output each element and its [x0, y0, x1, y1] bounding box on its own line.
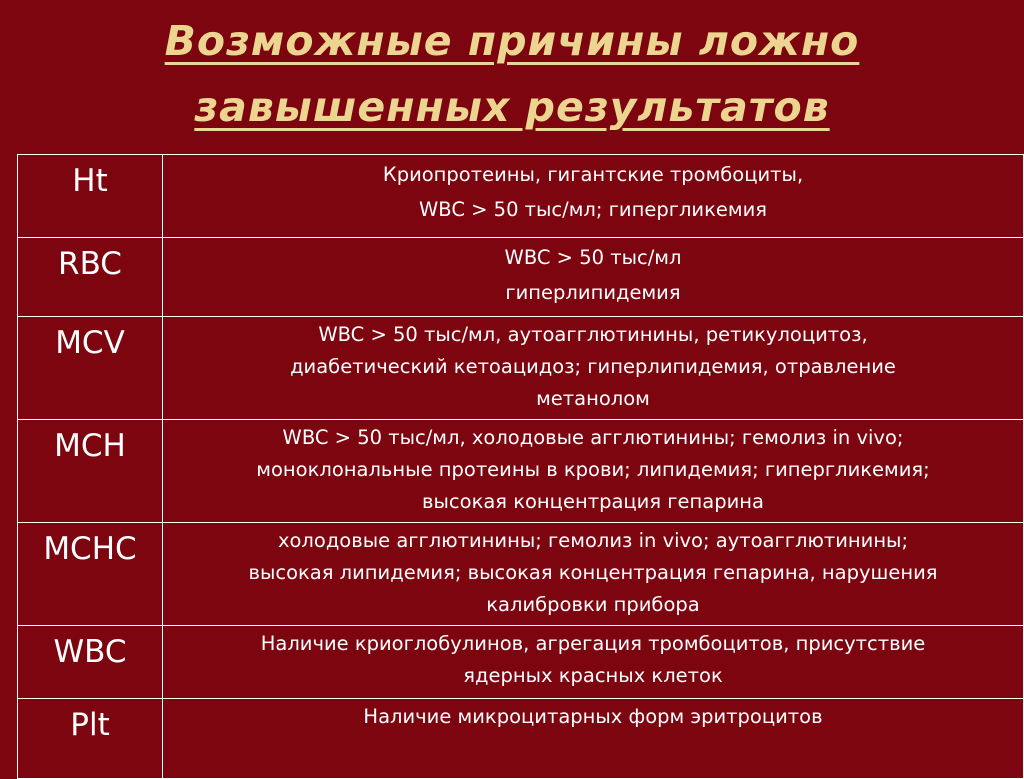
- title-line-1: Возможные причины ложно: [164, 17, 860, 65]
- causes-line: Наличие криоглобулинов, агрегация тромбоцитов, присутствие: [260, 632, 926, 655]
- causes-line: высокая липидемия; высокая концентрация гепарина, нарушения: [248, 561, 938, 584]
- causes-line: моноклональные протеины в крови; липидемия; гипергликемия;: [256, 458, 930, 481]
- causes-line: WBC > 50 тыс/мл: [504, 246, 682, 269]
- causes-line: WBC > 50 тыс/мл, аутоагглютинины, ретикулоцитоз,: [318, 323, 868, 346]
- causes-cell: [163, 523, 1024, 626]
- table-row: [18, 626, 1024, 699]
- causes-line: метанолом: [536, 387, 650, 410]
- causes-cell: [163, 238, 1024, 317]
- parameter-cell: WBC: [18, 626, 163, 699]
- causes-line: Криопротеины, гигантские тромбоциты,: [382, 163, 804, 186]
- causes-cell: [163, 317, 1024, 420]
- causes-line: холодовые агглютинины; гемолиз in vivo; аутоагглютинины;: [277, 529, 909, 552]
- parameter-cell: Plt: [18, 699, 163, 779]
- causes-line: ядерных красных клеток: [463, 664, 723, 687]
- parameter-cell: RBC: [18, 238, 163, 317]
- causes-cell: [163, 626, 1024, 699]
- table-row: [18, 523, 1024, 626]
- causes-line: WBC > 50 тыс/мл, холодовые агглютинины; гемолиз in vivo;: [282, 426, 904, 449]
- table-row: [18, 238, 1024, 317]
- causes-cell: [163, 155, 1024, 238]
- causes-line: Наличие микроцитарных форм эритроцитов: [363, 705, 823, 728]
- causes-cell: [163, 420, 1024, 523]
- table-row: [18, 420, 1024, 523]
- causes-line: диабетический кетоацидоз; гиперлипидемия, отравление: [290, 355, 896, 378]
- parameter-cell: MCV: [18, 317, 163, 420]
- parameter-cell: Ht: [18, 155, 163, 238]
- slide-title: [0, 8, 1024, 140]
- causes-line: WBC > 50 тыс/мл; гипергликемия: [419, 198, 767, 221]
- parameter-cell: MCHC: [18, 523, 163, 626]
- causes-line: высокая концентрация гепарина: [422, 490, 764, 513]
- causes-line: гиперлипидемия: [505, 281, 681, 304]
- parameter-cell: MCH: [18, 420, 163, 523]
- causes-line: калибровки прибора: [486, 593, 700, 616]
- title-line-2: завышенных результатов: [194, 83, 830, 131]
- table-row: [18, 155, 1024, 238]
- causes-cell: [163, 699, 1024, 779]
- table-row: [18, 317, 1024, 420]
- causes-table: [17, 154, 1024, 779]
- table-row: [18, 699, 1024, 779]
